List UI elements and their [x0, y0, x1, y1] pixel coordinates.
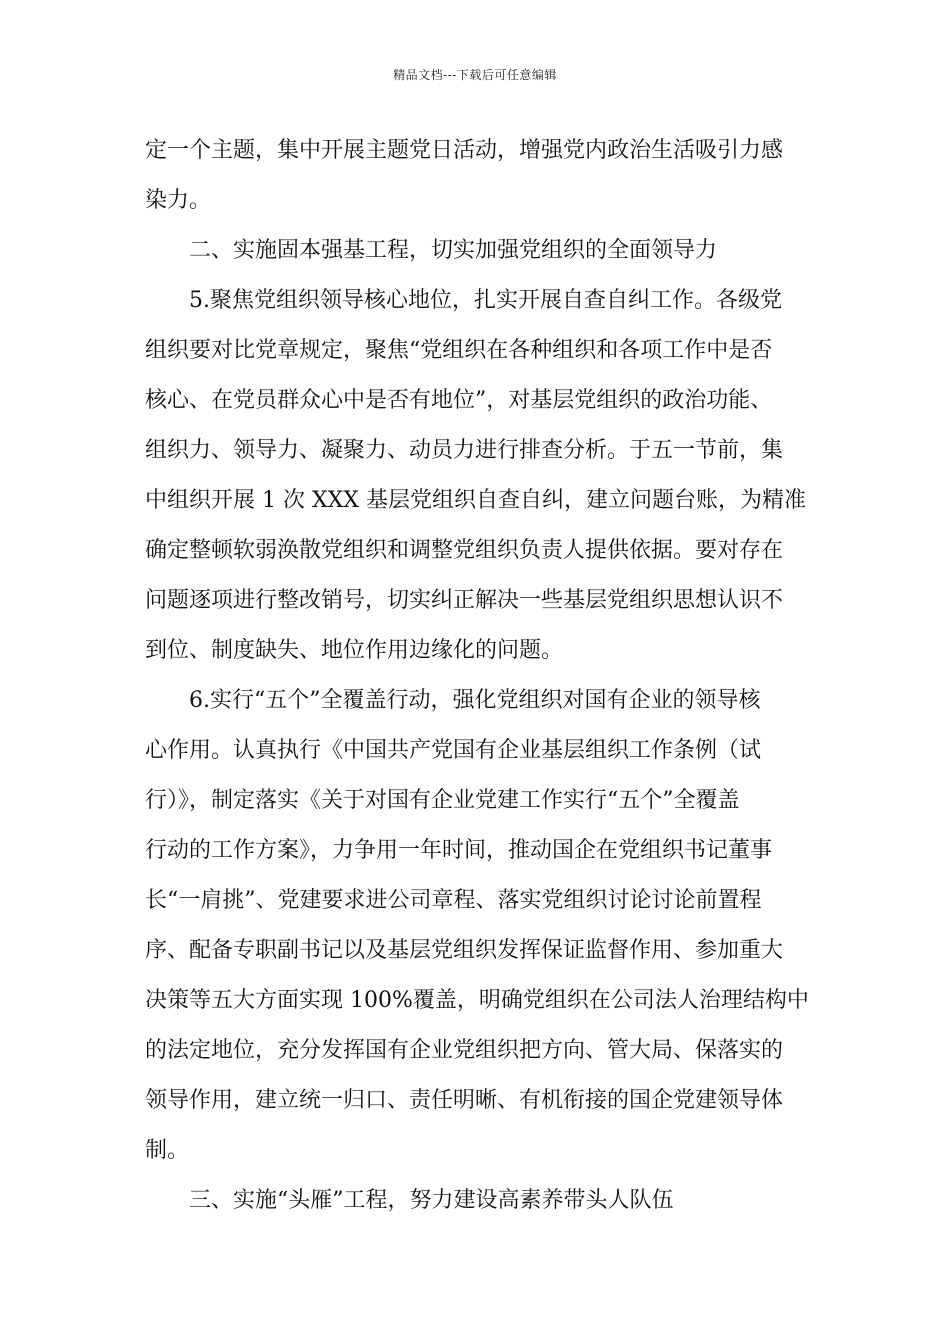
- text-line: 到位、制度缺失、地位作用边缘化的问题。: [145, 638, 564, 663]
- text-line: 行）》，制定落实《关于对国有企业党建工作实行“五个”全覆盖: [145, 788, 740, 813]
- paragraph-start: 6.实行“五个”全覆盖行动，强化党组织对国有企业的领导核: [189, 688, 761, 713]
- text-line: 组织要对比党章规定，聚焦“党组织在各种组织和各项工作中是否: [145, 338, 773, 363]
- document-body: [145, 126, 809, 1226]
- text-line: 组织力、领导力、凝聚力、动员力进行排查分析。于五一节前，集: [145, 438, 784, 463]
- page-header: 精品文档---下载后可任意编辑: [393, 68, 557, 82]
- section-heading: 三、实施“头雁”工程，努力建设高素养带头人队伍: [189, 1188, 674, 1213]
- text-line: 核心、在党员群众心中是否有地位”，对基层党组织的政治功能、: [145, 388, 773, 413]
- text-line: 染力。: [145, 188, 212, 213]
- text-line: 确定整顿软弱涣散党组织和调整党组织负责人提供依据。要对存在: [145, 538, 784, 563]
- text-line: 决策等五大方面实现 100%覆盖，明确党组织在公司法人治理结构中: [145, 988, 809, 1013]
- text-line: 问题逐项进行整改销号，切实纠正解决一些基层党组织思想认识不: [145, 588, 784, 613]
- text-line: 制。: [145, 1138, 190, 1163]
- text-line: 心作用。认真执行《中国共产党国有企业基层组织工作条例（试: [145, 738, 762, 763]
- text-line: 行动的工作方案》，力争用一年时间，推动国企在党组织书记董事: [145, 838, 773, 863]
- text-line: 领导作用，建立统一归口、责任明晰、有机衔接的国企党建领导体: [145, 1088, 784, 1113]
- text-line: 序、配备专职副书记以及基层党组织发挥保证监督作用、参加重大: [145, 938, 784, 963]
- text-line: 中组织开展 1 次 XXX 基层党组织自查自纠，建立问题台账，为精准: [145, 488, 806, 513]
- text-line: 长“一肩挑”、党建要求进公司章程、落实党组织讨论讨论前置程: [145, 888, 762, 913]
- section-heading: 二、实施固本强基工程，切实加强党组织的全面领导力: [189, 238, 718, 263]
- text-line: 定一个主题，集中开展主题党日活动，增强党内政治生活吸引力感: [145, 138, 784, 163]
- text-line: 的法定地位，充分发挥国有企业党组织把方向、管大局、保落实的: [145, 1038, 784, 1063]
- paragraph-start: 5.聚焦党组织领导核心地位，扎实开展自查自纠工作。各级党: [189, 288, 782, 313]
